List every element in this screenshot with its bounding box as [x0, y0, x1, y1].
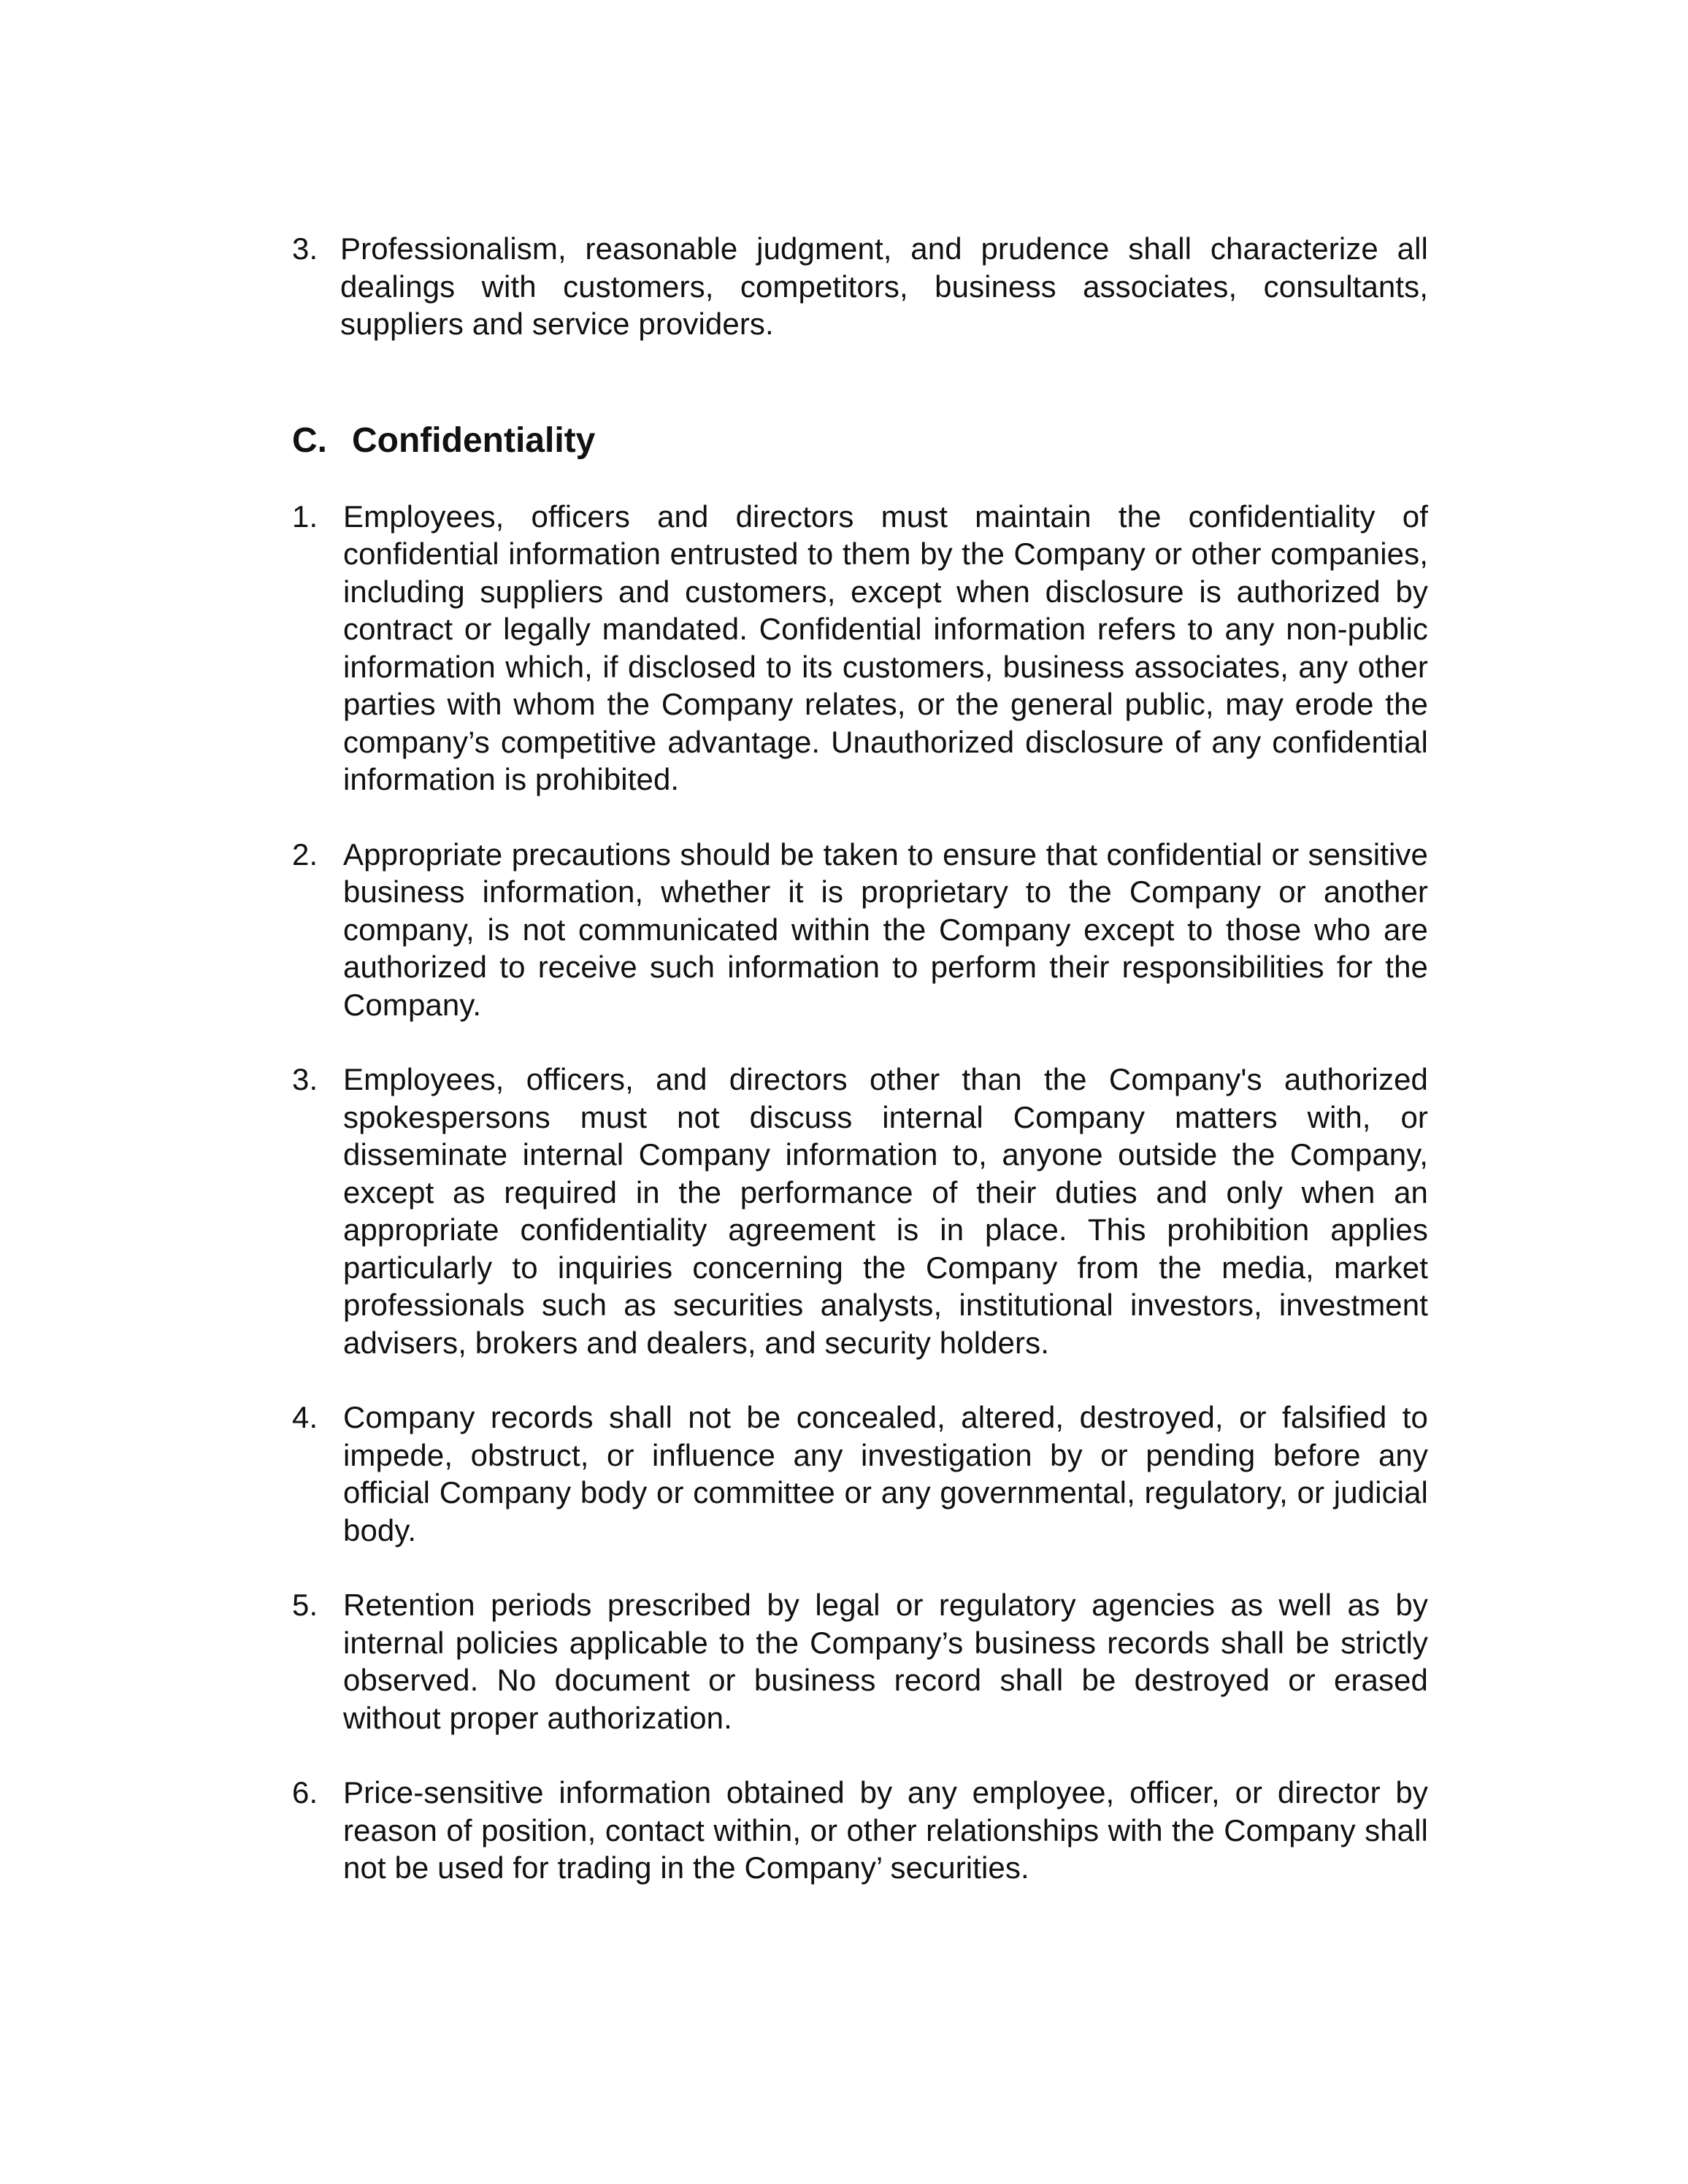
list-item [292, 836, 1428, 1024]
list-item-number: 4. [292, 1400, 318, 1434]
list-item-number: 3. [292, 231, 318, 266]
list-item-text: Employees, officers, and directors other than the Company's authorized spokespersons must not discuss internal Company matters with, or disseminate internal Company information to, anyone outside the Company, except as required in the performance of their duties and only when an appropriate confidentiality agreement is in place. This prohibition applies particularly to inquiries concerning the Company from the media, market professionals such as securities analysts, institutional investors, investment advisers, brokers and dealers, and security holders. [343, 1062, 1428, 1360]
section-title: Confidentiality [352, 420, 596, 460]
list-item-number: 1. [292, 499, 318, 534]
list-item-text: Retention periods prescribed by legal or regulatory agencies as well as by internal policies applicable to the Company’s business records shall be strictly observed. No document or business record shall be destroyed or erased without proper authorization. [343, 1588, 1428, 1735]
list-item [292, 1586, 1428, 1737]
section-letter: C. [292, 420, 327, 460]
list-item [292, 1061, 1428, 1361]
list-item-text: Appropriate precautions should be taken to ensure that confidential or sensitive business information, whether it is proprietary to the Company or another company, is not communicated within the Company except to those who are authorized to receive such information to perform their responsibilities for the Company. [343, 837, 1428, 1022]
list-item [292, 1399, 1428, 1549]
section-heading [292, 419, 1428, 463]
list-item-number: 6. [292, 1775, 318, 1810]
document-body [292, 230, 1428, 1924]
list-item-text: Employees, officers and directors must maintain the confidentiality of confidential information entrusted to them by the Company or other companies, including suppliers and customers, except when disclosure is authorized by contract or legally mandated. Confidential information refers to any non-public information which, if disclosed to its customers, business associates, any other parties with whom the Company relates, or the general public, may erode the company’s competitive advantage. Unauthorized disclosure of any confidential information is prohibited. [343, 499, 1428, 796]
list-item [292, 498, 1428, 799]
list-item-number: 2. [292, 837, 318, 872]
intro-list-item [292, 230, 1428, 343]
list-item-text: Professionalism, reasonable judgment, and prudence shall characterize all dealings with customers, competitors, business associates, consultants, suppliers and service providers. [340, 231, 1428, 341]
list-item-text: Company records shall not be concealed, altered, destroyed, or falsified to impede, obstruct, or influence any investigation by or pending before any official Company body or committee or any governmental, regulatory, or judicial body. [343, 1400, 1428, 1547]
list-item-number: 3. [292, 1062, 318, 1096]
list-item-text: Price-sensitive information obtained by any employee, officer, or director by reason of position, contact within, or other relationships with the Company shall not be used for trading in the Company’ securities. [343, 1775, 1428, 1885]
list-item-number: 5. [292, 1588, 318, 1622]
confidentiality-list [292, 498, 1428, 1887]
list-item [292, 1774, 1428, 1887]
